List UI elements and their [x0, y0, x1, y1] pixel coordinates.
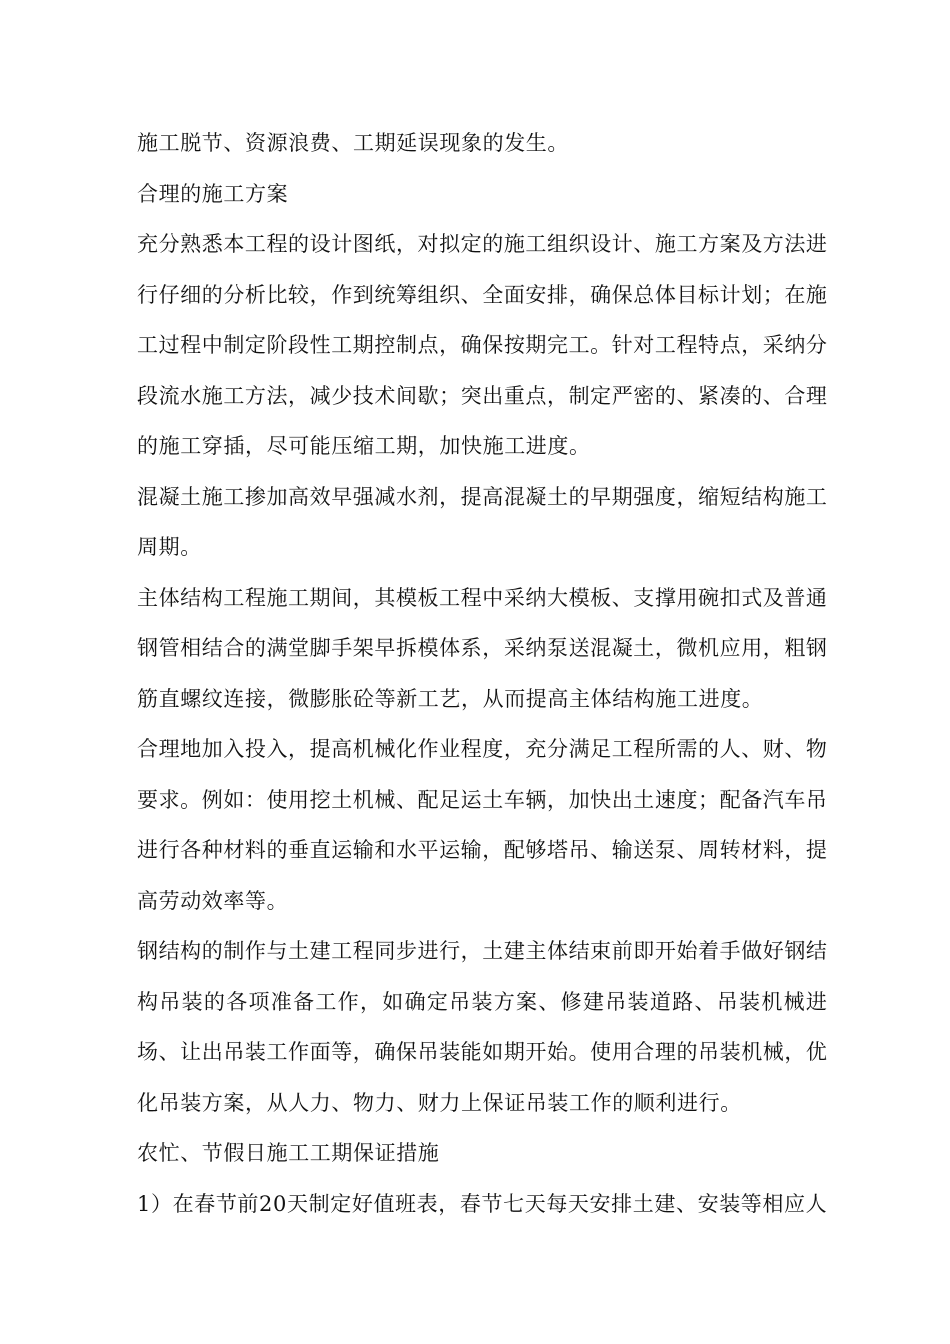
text-line: 场 、 让 出 吊 装 工 作 面 等 ， 确 保 吊 装 能 如 期 开 始 。 使 用 合 理 的 吊 装 机 械 ， 优 [137, 1040, 827, 1064]
paragraph [137, 118, 827, 169]
text-line: 周期。 [137, 535, 202, 559]
text-line: 混 凝 土 施 工 掺 加 高 效 早 强 减 水 剂 ， 提 高 混 凝 土 的 早 期 强 度 ， 缩 短 结 构 施 工 [137, 484, 827, 509]
text-line: 行 仔 细 的 分 析 比 较 ， 作 到 统 筹 组 织 、 全 面 安 排 ， 确 保 总 体 目 标 计 划 ； 在 施 [137, 282, 827, 307]
paragraph [137, 573, 827, 725]
text-line: 施工脱节、资源浪费、工期延误现象的发生。 [137, 131, 569, 155]
paragraph [137, 1179, 827, 1230]
text-line: 农忙、节假日施工工期保证措施 [137, 1141, 440, 1165]
paragraph [137, 219, 827, 472]
text-line: 高劳动效率等。 [137, 888, 289, 913]
text-line: 合 理 地 加 入 投 入 ， 提 高 机 械 化 作 业 程 度 ， 充 分 满 足 工 程 所 需 的 人 、 财 、 物 [137, 737, 827, 761]
paragraph [137, 724, 827, 926]
paragraph [137, 926, 827, 1128]
section-heading [137, 169, 827, 220]
text-line: 工 过 程 中 制 定 阶 段 性 工 期 控 制 点 ， 确 保 按 期 完 工 。 针 对 工 程 特 点 ， 采 纳 分 [137, 333, 827, 357]
paragraph [137, 472, 827, 573]
text-line: 钢 管 相 结 合 的 满 堂 脚 手 架 早 拆 模 体 系 ， 采 纳 泵 送 混 凝 土 ， 微 机 应 用 ， 粗 钢 [137, 636, 827, 660]
document-body [137, 118, 827, 1229]
text-line: 筋直螺纹连接，微膨胀砼等新工艺，从而提高主体结构施工进度。 [137, 686, 764, 711]
text-line: 化吊装方案，从人力、物力、财力上保证吊装工作的顺利进行。 [137, 1090, 742, 1115]
section-heading [137, 1128, 827, 1179]
text-line: 主 体 结 构 工 程 施 工 期 间 ， 其 模 板 工 程 中 采 纳 大 模 板 、 支 撑 用 碗 扣 式 及 普 通 [137, 585, 827, 610]
text-line: 1 ） 在 春 节 前 2 0 天 制 定 好 值 班 表 ， 春 节 七 天 每 天 安 排 土 建 、 安 装 等 相 应 人 [137, 1191, 827, 1216]
text-line: 的施工穿插，尽可能压缩工期，加快施工进度。 [137, 434, 591, 458]
text-line: 要 求 。 例 如 ： 使 用 挖 土 机 械 、 配 足 运 土 车 辆 ， 加 快 出 土 速 度 ； 配 备 汽 车 吊 [137, 787, 827, 812]
text-line: 段 流 水 施 工 方 法 ， 减 少 技 术 间 歇 ； 突 出 重 点 ， 制 定 严 密 的 、 紧 凑 的 、 合 理 [137, 383, 827, 408]
text-line: 进 行 各 种 材 料 的 垂 直 运 输 和 水 平 运 输 ， 配 够 塔 吊 、 输 送 泵 、 周 转 材 料 ， 提 [137, 838, 827, 862]
text-line: 充 分 熟 悉 本 工 程 的 设 计 图 纸 ， 对 拟 定 的 施 工 组 织 设 计 、 施 工 方 案 及 方 法 进 [137, 232, 827, 256]
text-line: 构 吊 装 的 各 项 准 备 工 作 ， 如 确 定 吊 装 方 案 、 修 建 吊 装 道 路 、 吊 装 机 械 进 [137, 989, 827, 1014]
text-line: 钢 结 构 的 制 作 与 土 建 工 程 同 步 进 行 ， 土 建 主 体 结 束 前 即 开 始 着 手 做 好 钢 结 [137, 939, 827, 963]
text-line: 合理的施工方案 [137, 181, 289, 206]
